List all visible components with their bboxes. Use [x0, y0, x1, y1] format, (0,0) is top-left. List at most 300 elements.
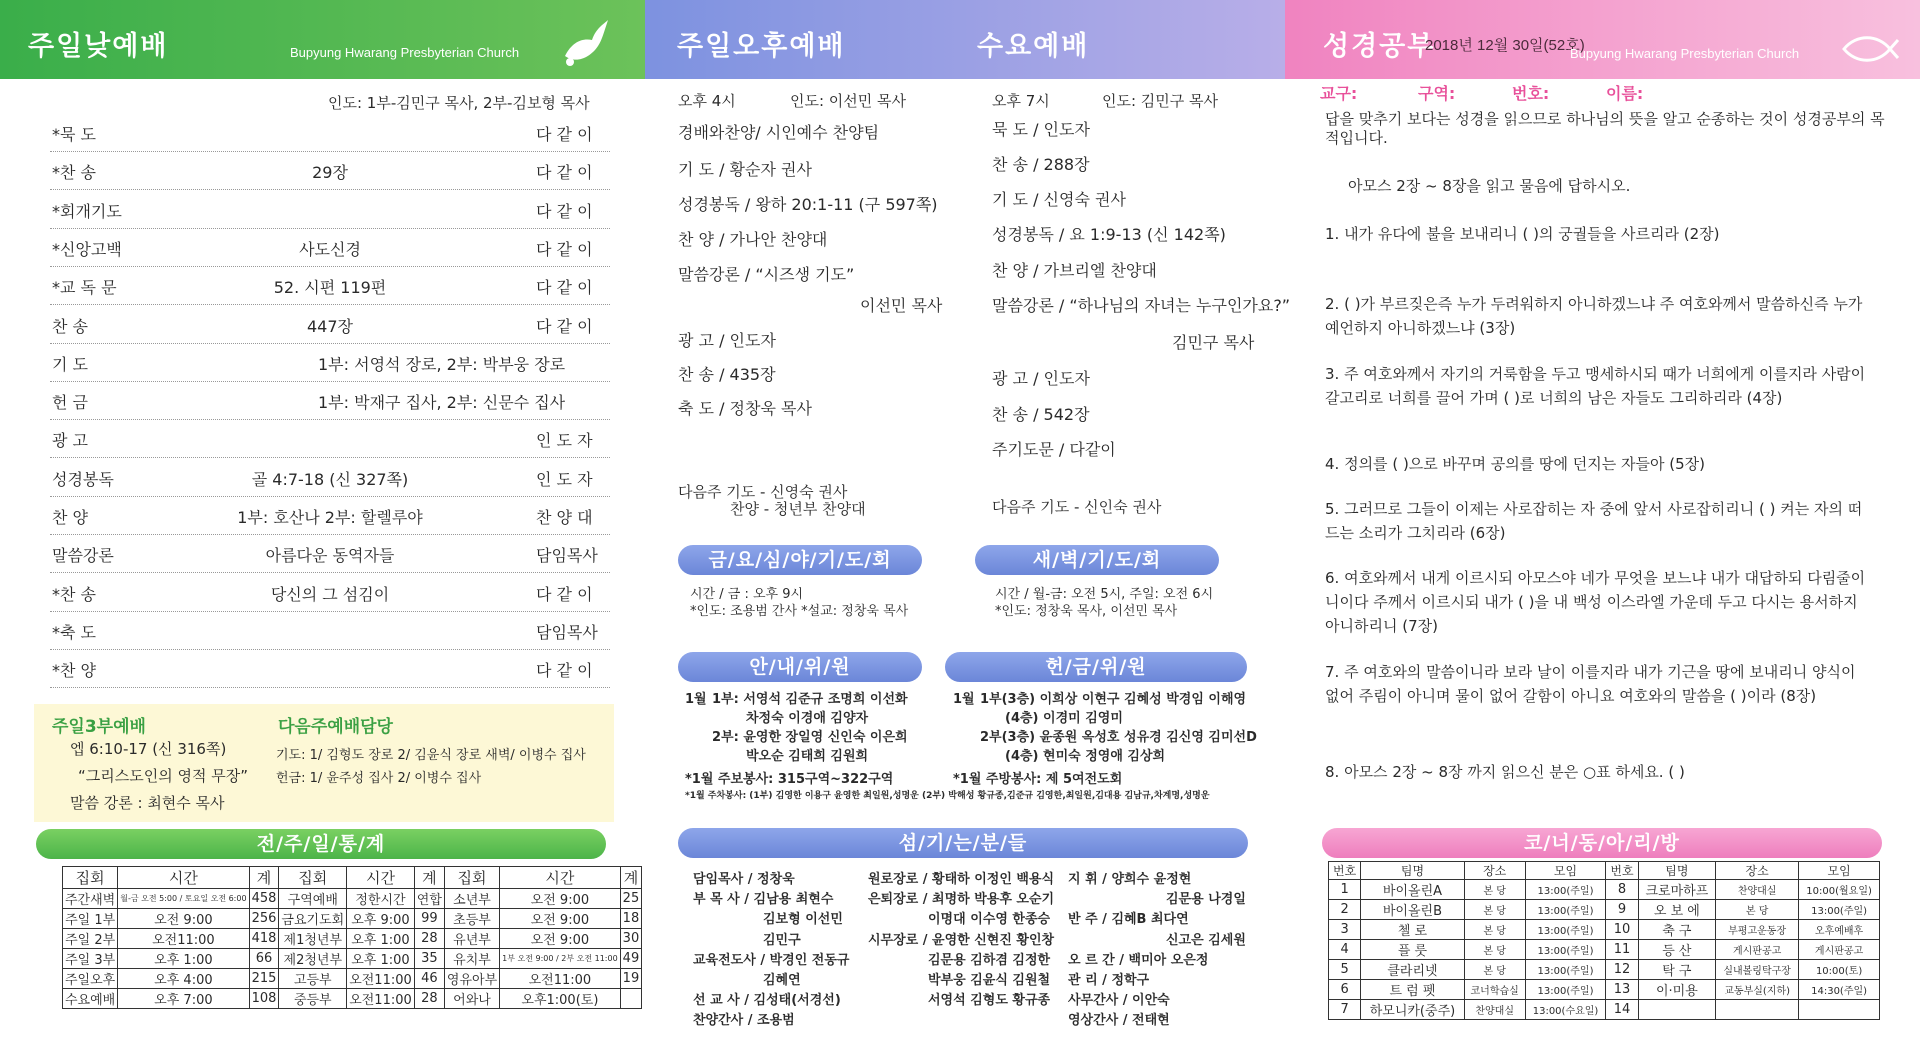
offering-title: 헌/금/위/원 [945, 652, 1247, 682]
sunday-item: *찬 양 [52, 661, 96, 681]
afternoon-leader: 인도: 이선민 목사 [790, 92, 907, 110]
afternoon-row: 경배와찬양/ 시인예수 찬양팀 [678, 123, 880, 142]
corner-cell: 본 당 [1716, 900, 1799, 920]
sunday-person: 찬 양 대 [536, 508, 593, 527]
sunday-person: 담임목사 [536, 546, 598, 566]
server-line: 김보형 이선민 [763, 912, 843, 928]
study-question: 4. 정의를 ( )으로 바꾸며 공의를 땅에 던지는 자들아 (5장) [1325, 455, 1705, 473]
servers-title: 섬/기/는/분/들 [678, 828, 1248, 858]
sunday-item: *신앙고백 [52, 239, 122, 259]
sunday-content: 52. 시편 119편 [273, 278, 387, 298]
wednesday-row: 찬 송 / 288장 [992, 155, 1090, 174]
afternoon-time: 오후 4시 [678, 92, 736, 110]
sunday-content: 1부: 서영석 장로, 2부: 박부웅 장로 [318, 354, 566, 374]
friday-title: 금/요/심/야/기/도/회 [678, 545, 922, 575]
stats-table [62, 866, 642, 1009]
row-divider [50, 189, 610, 190]
corner-cell [1638, 1000, 1716, 1020]
server-line: 사무간사 / 이안숙 [1068, 993, 1170, 1009]
study-question: 1. 내가 유다에 불을 보내리니 ( )의 궁궐들을 사르리라 (2장) [1325, 225, 1720, 243]
server-line: 서영석 김형도 황규종 [928, 993, 1051, 1009]
stats-cell: 오전 9:00 [118, 909, 249, 929]
corner-cell: 13:00(수요일) [1525, 1000, 1606, 1020]
corner-cell: 2 [1329, 900, 1361, 920]
stats-row [63, 929, 642, 949]
corner-cell: 이·미용 [1638, 980, 1716, 1000]
stats-cell: 오전 9:00 [500, 929, 621, 949]
sunday-item: 헌 금 [52, 393, 88, 413]
wednesday-row: 말씀강론 / “하나님의 자녀는 누구인가요?” [992, 296, 1291, 315]
afternoon-header [645, 0, 1285, 79]
stats-cell: 28 [414, 989, 444, 1009]
wednesday-title: 수요예배 [977, 31, 1090, 62]
row-divider [50, 649, 610, 650]
stats-cell: 25 [620, 889, 642, 909]
row-divider [50, 457, 610, 458]
stats-header: 집회 [63, 867, 118, 889]
wednesday-row: 성경봉독 / 요 1:9-13 (신 142쪽) [992, 225, 1226, 244]
corner-cell: 5 [1329, 960, 1361, 980]
server-line: 부 목 사 / 김남용 최현수 [693, 892, 834, 908]
fish-icon [1840, 34, 1900, 64]
offering-line1: 1부(3층) 이희상 이현구 김혜성 박경임 이해영 [980, 692, 1247, 707]
stats-cell: 주간새벽 [63, 889, 118, 909]
stats-cell: 오전 9:00 [500, 909, 621, 929]
corner-cell: 바이올린A [1361, 880, 1464, 900]
stats-row [63, 949, 642, 969]
corner-row [1329, 980, 1880, 1000]
third-service-title: 주일3부예배 [52, 717, 146, 737]
study-question: 2. ( )가 부르짖은즉 누가 두려워하지 아니하겠느냐 주 여호와께서 말씀하신즉 누가 예언하지 아니하겠느냐 (3장) [1325, 295, 1863, 337]
corner-cell: 14:30(주일) [1799, 980, 1880, 1000]
next-week-line1: 기도: 1/ 김형도 장로 2/ 김윤식 장로 새벽/ 이병수 집사 [276, 748, 586, 763]
corner-cell: 7 [1329, 1000, 1361, 1020]
stats-cell: 주일 2부 [63, 929, 118, 949]
sunday-person: 다 같 이 [536, 584, 593, 604]
offering-line4: (4층) 현미숙 정영애 김상희 [1005, 749, 1166, 764]
sunday-person: 담임목사 [536, 622, 598, 642]
stats-cell: 오후 4:00 [118, 969, 249, 989]
stats-cell: 오전11:00 [347, 969, 415, 989]
parking-note: *1월 주차봉사: (1부) 김영한 이용구 윤영한 최일원,성명운 (2부) 박해성 황규종,김준규 김영한,최일원,김대용 김남규,차계명,성명운 [685, 791, 1210, 801]
stats-cell: 오후 1:00 [347, 949, 415, 969]
stats-cell: 제2청년부 [279, 949, 347, 969]
corner-cell: 탁 구 [1638, 960, 1716, 980]
stats-cell: 주일오후 [63, 969, 118, 989]
corner-header: 장소 [1716, 862, 1799, 880]
server-line: 찬양간사 / 조용범 [693, 1013, 795, 1029]
stats-header: 시간 [118, 867, 249, 889]
corner-cell: 크로마하프 [1638, 880, 1716, 900]
wednesday-preacher: 김민구 목사 [1172, 333, 1255, 352]
stats-cell: 오후 1:00 [347, 929, 415, 949]
stats-row [63, 969, 642, 989]
sunday-person: 인 도 자 [536, 469, 593, 489]
wednesday-row: 묵 도 / 인도자 [992, 120, 1090, 139]
corner-cell: 4 [1329, 940, 1361, 960]
stats-cell: 유치부 [444, 949, 499, 969]
server-line: 반 주 / 김혜B 최다연 [1068, 912, 1189, 928]
study-field-label: 구역: [1418, 84, 1456, 103]
church-name-2: Bupyung Hwarang Presbyterian Church [1570, 46, 1800, 61]
corner-cell: 9 [1606, 900, 1638, 920]
stats-header: 계 [414, 867, 444, 889]
row-divider [50, 534, 610, 535]
corner-cell: 등 산 [1638, 940, 1716, 960]
row-divider [50, 572, 610, 573]
corner-cell: 13:00(주일) [1525, 880, 1606, 900]
server-line: 은퇴장로 / 최명하 박용후 오순기 [868, 892, 1055, 908]
usher-note: *1월 주보봉사: 315구역~322구역 [685, 772, 894, 787]
stats-cell: 256 [249, 909, 279, 929]
sunday-content: 29장 [312, 163, 348, 183]
study-question: 3. 주 여호와께서 자기의 거룩함을 두고 맹세하시되 때가 너희에게 이를지라 사람이 갈고리로 너희를 끌어 가며 ( )로 너희의 남은 자들도 그리하리라 (4장) [1325, 365, 1866, 407]
corner-cell: 부평고운동장 [1716, 920, 1799, 940]
corner-cell: 축 구 [1638, 920, 1716, 940]
server-line: 김혜연 [763, 973, 801, 988]
stats-row [63, 909, 642, 929]
row-divider [50, 151, 610, 152]
sunday-title: 주일낮예배 [28, 31, 169, 62]
wednesday-row: 주기도문 / 다같이 [992, 440, 1116, 459]
stats-cell: 458 [249, 889, 279, 909]
sunday-item: *묵 도 [52, 125, 96, 144]
sunday-person: 다 같 이 [536, 125, 593, 144]
server-line: 신고은 김세원 [1166, 932, 1246, 948]
wednesday-row: 기 도 / 신영숙 권사 [992, 190, 1126, 209]
sunday-content: 사도신경 [299, 239, 361, 259]
usher-line4: 박오순 김태희 김원희 [746, 749, 869, 764]
third-service-line2: “그리스도인의 영적 무장” [78, 767, 248, 785]
wednesday-row: 광 고 / 인도자 [992, 369, 1090, 388]
row-divider [50, 496, 610, 497]
sunday-person: 다 같 이 [536, 239, 593, 259]
corner-cell: 13:00(주일) [1525, 940, 1606, 960]
corner-cell: 본 당 [1464, 880, 1525, 900]
corner-row [1329, 920, 1880, 940]
study-question: 6. 여호와께서 내게 이르시되 아모스야 네가 무엇을 보느냐 내가 대답하되 다림줄이니이다 주께서 이르시되 내가 ( )을 내 백성 이스라엘 가운데 두고 다시는 용서하지 아니하리니 (7장) [1325, 569, 1866, 635]
server-line: 영상간사 / 전태현 [1068, 1013, 1170, 1029]
afternoon-next2: 찬양 - 청년부 찬양대 [730, 500, 866, 518]
corner-cell: 13:00(주일) [1525, 920, 1606, 940]
stats-cell: 35 [414, 949, 444, 969]
stats-cell: 구역예배 [279, 889, 347, 909]
next-week-line2: 헌금: 1/ 윤주성 집사 2/ 이병수 집사 [276, 771, 482, 786]
corner-row [1329, 900, 1880, 920]
sunday-item: 찬 양 [52, 508, 88, 527]
dove-icon [560, 18, 610, 70]
stats-cell: 418 [249, 929, 279, 949]
afternoon-row: 축 도 / 정창욱 목사 [678, 399, 812, 418]
dawn-line2: *인도: 정창욱 목사, 이선민 목사 [995, 604, 1178, 619]
afternoon-row: 말씀강론 / “시즈생 기도” [678, 265, 855, 284]
row-divider [50, 611, 610, 612]
dawn-title: 새/벽/기/도/회 [975, 545, 1219, 575]
stats-cell: 오후 9:00 [347, 909, 415, 929]
study-field-label: 교구: [1320, 84, 1358, 103]
corner-row [1329, 880, 1880, 900]
stats-cell: 오후 1:00 [118, 949, 249, 969]
study-field-label: 번호: [1512, 84, 1550, 103]
sunday-content: 447장 [307, 316, 353, 336]
corner-cell: 오 보 에 [1638, 900, 1716, 920]
corner-header: 모임 [1525, 862, 1606, 880]
stats-header: 집회 [444, 867, 499, 889]
row-divider [50, 687, 610, 688]
sunday-person: 다 같 이 [536, 163, 593, 183]
stats-cell: 18 [620, 909, 642, 929]
corner-cell: 13:00(주일) [1525, 960, 1606, 980]
stats-cell: 중등부 [279, 989, 347, 1009]
study-question: 7. 주 여호와의 말씀이니라 보라 날이 이를지라 내가 기근을 땅에 보내리니 양식이 없어 주림이 아니며 물이 없어 갈함이 아니요 여호와의 말씀을 ( )이라 (8장) [1325, 663, 1856, 705]
stats-cell: 월-금 오전 5:00 / 토요일 오전 6:00 [118, 889, 249, 909]
corner-cell: 13:00(주일) [1525, 980, 1606, 1000]
server-line: 선 교 사 / 김성태(서경선) [693, 993, 841, 1009]
sunday-item: *교 독 문 [52, 278, 117, 298]
study-question: 8. 아모스 2장 ~ 8장 까지 읽으신 분은 ○표 하세요. ( ) [1325, 763, 1685, 781]
church-name: Bupyung Hwarang Presbyterian Church [290, 45, 520, 60]
stats-cell: 영유아부 [444, 969, 499, 989]
corner-cell: 트 럼 펫 [1361, 980, 1464, 1000]
stats-cell: 215 [249, 969, 279, 989]
sunday-item: *축 도 [52, 622, 96, 642]
sunday-person: 다 같 이 [536, 201, 593, 221]
stats-title: 전/주/일/통/계 [36, 829, 606, 859]
afternoon-row: 찬 양 / 가나안 찬양대 [678, 230, 828, 249]
stats-cell: 오전 9:00 [500, 889, 621, 909]
stats-cell: 99 [414, 909, 444, 929]
offering-note: *1월 주방봉사: 제 5여전도회 [953, 772, 1123, 787]
stats-cell: 유년부 [444, 929, 499, 949]
stats-cell: 오전11:00 [500, 969, 621, 989]
stats-cell: 46 [414, 969, 444, 989]
corner-row [1329, 960, 1880, 980]
row-divider [50, 381, 610, 382]
stats-header: 계 [249, 867, 279, 889]
stats-header: 계 [620, 867, 642, 889]
sunday-item: 말씀강론 [52, 546, 114, 566]
stats-cell: 정한시간 [347, 889, 415, 909]
server-line: 관 리 / 정학구 [1068, 973, 1150, 988]
stats-cell: 주일 3부 [63, 949, 118, 969]
study-title: 성경공부 [1323, 31, 1436, 62]
usher-title: 안/내/위/원 [678, 652, 922, 682]
afternoon-preacher: 이선민 목사 [860, 296, 943, 315]
afternoon-row: 찬 송 / 435장 [678, 365, 776, 384]
friday-line2: *인도: 조용범 간사 *설교: 정창욱 목사 [690, 604, 909, 619]
corner-cell: 10:00(토) [1799, 960, 1880, 980]
afternoon-next1: 다음주 기도 - 신영숙 권사 [678, 483, 848, 501]
row-divider [50, 266, 610, 267]
usher-line1: 1부: 서영석 김준규 조명희 이선화 [712, 692, 908, 707]
stats-row [63, 989, 642, 1009]
sunday-person: 다 같 이 [536, 316, 593, 336]
corner-table [1328, 861, 1880, 1020]
corner-cell: 플 룻 [1361, 940, 1464, 960]
sunday-person: 다 같 이 [536, 278, 593, 298]
stats-cell: 66 [249, 949, 279, 969]
stats-cell: 연합 [414, 889, 444, 909]
corner-cell: 1 [1329, 880, 1361, 900]
study-field-label: 이름: [1606, 84, 1644, 103]
corner-header: 팀명 [1361, 862, 1464, 880]
corner-cell: 13:00(주일) [1525, 900, 1606, 920]
stats-cell: 30 [620, 929, 642, 949]
corner-cell: 본 당 [1464, 900, 1525, 920]
next-week-title: 다음주예배담당 [278, 717, 393, 737]
stats-cell: 108 [249, 989, 279, 1009]
corner-header: 장소 [1464, 862, 1525, 880]
row-divider [50, 228, 610, 229]
stats-cell: 49 [620, 949, 642, 969]
stats-cell: 고등부 [279, 969, 347, 989]
wednesday-next: 다음주 기도 - 신인숙 권사 [992, 498, 1162, 516]
usher-month: 1월 [685, 692, 707, 707]
corner-cell: 10 [1606, 920, 1638, 940]
server-line: 박부웅 김윤식 김원철 [928, 973, 1051, 988]
corner-cell [1716, 1000, 1799, 1020]
corner-cell: 11 [1606, 940, 1638, 960]
server-line: 오 르 간 / 백미아 오은정 [1068, 952, 1209, 968]
corner-row [1329, 1000, 1880, 1020]
server-line: 담임목사 / 정창욱 [693, 872, 795, 887]
corner-cell: 본 당 [1464, 940, 1525, 960]
server-line: 지 휘 / 양희수 윤정현 [1068, 872, 1192, 887]
stats-cell [620, 989, 642, 1009]
corner-cell: 코너학습실 [1464, 980, 1525, 1000]
afternoon-row: 성경봉독 / 왕하 20:1-11 (구 597쪽) [678, 195, 938, 214]
corner-title: 코/너/동/아/리/방 [1322, 828, 1882, 858]
row-divider [50, 419, 610, 420]
study-header [1285, 0, 1920, 79]
sunday-content: 골 4:7-18 (신 327쪽) [251, 469, 409, 489]
issue-date: 2018년 12월 30일(52호) [1425, 37, 1585, 54]
sunday-content: 당신의 그 섬김이 [270, 584, 390, 604]
afternoon-title: 주일오후예배 [677, 31, 846, 62]
corner-cell: 6 [1329, 980, 1361, 1000]
corner-cell: 본 당 [1464, 920, 1525, 940]
stats-cell: 오전11:00 [118, 929, 249, 949]
stats-header: 집회 [279, 867, 347, 889]
stats-cell: 소년부 [444, 889, 499, 909]
corner-cell: 게시판공고 [1799, 940, 1880, 960]
corner-cell: 14 [1606, 1000, 1638, 1020]
stats-cell: 금요기도회 [279, 909, 347, 929]
stats-header: 시간 [347, 867, 415, 889]
offering-line2: (4층) 이경미 김영미 [1005, 711, 1123, 726]
row-divider [50, 343, 610, 344]
stats-row [63, 889, 642, 909]
corner-header: 모임 [1799, 862, 1880, 880]
sunday-person: 다 같 이 [536, 661, 593, 681]
corner-cell: 13:00(주일) [1799, 900, 1880, 920]
stats-cell: 수요예배 [63, 989, 118, 1009]
corner-cell: 3 [1329, 920, 1361, 940]
stats-cell: 어와나 [444, 989, 499, 1009]
server-line: 김문용 나경일 [1166, 892, 1246, 908]
offering-line3: 2부(3층) 윤종원 옥성호 성유경 김신영 김미선D [980, 730, 1257, 745]
server-line: 교육전도사 / 박경인 전동규 [693, 952, 850, 968]
sunday-person: 인 도 자 [536, 431, 593, 451]
wednesday-row: 찬 양 / 가브리엘 찬양대 [992, 261, 1157, 280]
study-intro: 답을 맞추기 보다는 성경을 읽으므로 하나님의 뜻을 알고 순종하는 것이 성경공부의 목적입니다. [1325, 110, 1885, 147]
server-line: 원로장로 / 황태하 이정인 백용식 [868, 872, 1055, 887]
sunday-item: 기 도 [52, 354, 88, 374]
corner-cell: 바이올린B [1361, 900, 1464, 920]
wednesday-row: 찬 송 / 542장 [992, 405, 1090, 424]
corner-cell: 본 당 [1464, 960, 1525, 980]
corner-cell: 13 [1606, 980, 1638, 1000]
sunday-item: *찬 송 [52, 163, 96, 183]
stats-cell: 주일 1부 [63, 909, 118, 929]
afternoon-row: 광 고 / 인도자 [678, 331, 776, 350]
corner-header: 번호 [1606, 862, 1638, 880]
sunday-content: 1부: 박재구 집사, 2부: 신문수 집사 [318, 393, 566, 413]
stats-cell: 초등부 [444, 909, 499, 929]
server-line: 김민구 [763, 932, 801, 948]
usher-line2: 차정숙 이경애 김양자 [746, 711, 869, 726]
dawn-line1: 시간 / 월-금: 오전 5시, 주일: 오전 6시 [995, 587, 1214, 602]
corner-cell: 첼 로 [1361, 920, 1464, 940]
sunday-item: 성경봉독 [52, 469, 114, 489]
stats-cell: 28 [414, 929, 444, 949]
server-line: 시무장로 / 윤영한 신현진 황인창 [868, 932, 1055, 948]
corner-row [1329, 940, 1880, 960]
sunday-item: 광 고 [52, 431, 88, 451]
corner-cell: 교동부실(지하) [1716, 980, 1799, 1000]
row-divider [50, 304, 610, 305]
sunday-leader: 인도: 1부-김민구 목사, 2부-김보형 목사 [328, 94, 590, 112]
study-question: 5. 그러므로 그들이 이제는 사로잡히는 자 중에 앞서 사로잡히리니 ( ) 켜는 자의 떠드는 소리가 그치리라 (6장) [1325, 500, 1863, 542]
corner-cell: 찬양대실 [1464, 1000, 1525, 1020]
stats-cell: 1부 오전 9:00 / 2부 오전 11:00 [500, 949, 621, 969]
corner-cell: 8 [1606, 880, 1638, 900]
corner-cell: 게시판공고 [1716, 940, 1799, 960]
usher-line3: 2부: 윤영한 장일영 신인숙 이은희 [712, 730, 908, 745]
wednesday-leader: 인도: 김민구 목사 [1102, 92, 1219, 110]
server-line: 김문용 김하겸 김정한 [928, 952, 1051, 968]
wednesday-time: 오후 7시 [992, 92, 1050, 110]
friday-line1: 시간 / 금 : 오후 9시 [690, 587, 804, 602]
sunday-item: 찬 송 [52, 316, 88, 336]
sunday-content: 아름다운 동역자들 [265, 546, 395, 566]
corner-cell: 클라리넷 [1361, 960, 1464, 980]
server-line: 이명대 이수영 한종승 [928, 912, 1051, 928]
sunday-item: *회개기도 [52, 201, 122, 221]
sunday-header [0, 0, 645, 79]
corner-cell [1799, 1000, 1880, 1020]
stats-cell: 오후 7:00 [118, 989, 249, 1009]
afternoon-row: 기 도 / 황순자 권사 [678, 160, 812, 179]
corner-cell: 12 [1606, 960, 1638, 980]
third-service-line3: 말씀 강론 : 최현수 목사 [70, 794, 225, 812]
corner-header: 팀명 [1638, 862, 1716, 880]
corner-cell: 찬양대실 [1716, 880, 1799, 900]
stats-cell: 오후1:00(토) [500, 989, 621, 1009]
stats-header: 시간 [500, 867, 621, 889]
stats-cell: 제1청년부 [279, 929, 347, 949]
stats-cell: 오전11:00 [347, 989, 415, 1009]
corner-cell: 실내볼링탁구장 [1716, 960, 1799, 980]
corner-cell: 오후예배후 [1799, 920, 1880, 940]
corner-cell: 하모니카(중주) [1361, 1000, 1464, 1020]
corner-cell: 10:00(월요일) [1799, 880, 1880, 900]
offering-month: 1월 [953, 692, 975, 707]
stats-cell: 19 [620, 969, 642, 989]
corner-header: 번호 [1329, 862, 1361, 880]
study-instruction: 아모스 2장 ~ 8장을 읽고 물음에 답하시오. [1348, 177, 1631, 195]
third-service-line1: 엡 6:10-17 (신 316쪽) [70, 740, 227, 758]
